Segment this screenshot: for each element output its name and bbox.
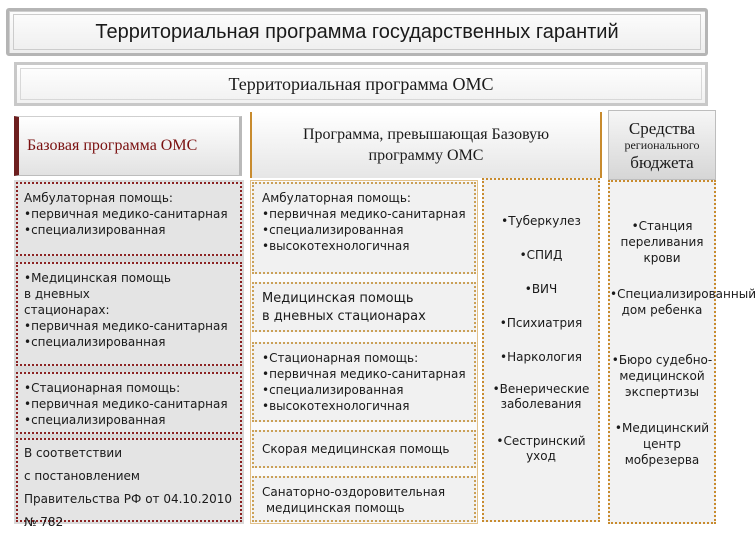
sanatorium-line1: Санаторно-оздоровительная	[262, 485, 446, 499]
budget-label-line1: Средства	[628, 118, 696, 138]
base-program-header	[14, 116, 242, 176]
list-item: • специализированная	[24, 334, 234, 350]
sanatorium-line2: медицинская помощь	[266, 501, 405, 515]
list-item: • специализированная	[24, 412, 234, 428]
disease-item: • СПИД	[482, 248, 600, 263]
list-item: • специализированная	[24, 222, 234, 238]
budget-item: • Бюро судебно-медицинской экспертизы	[610, 352, 714, 400]
main-title: Территориальная программа государственных гарантий	[95, 20, 619, 43]
decree-line: с постановлением	[24, 469, 140, 483]
list-item: • специализированная	[262, 382, 466, 398]
base-inpatient-title: • Стационарная помощь:	[24, 380, 234, 396]
budget-item: • Специализированный дом ребенка	[610, 286, 714, 318]
above-daycare-line1: Медицинская помощь	[262, 291, 414, 306]
base-ambulatory-title: Амбулаторная помощь:	[24, 191, 173, 205]
oms-title: Территориальная программа ОМС	[228, 73, 494, 94]
list-item: • первичная медико-санитарная	[24, 206, 234, 222]
disease-item: • Сестринский уход	[482, 434, 600, 464]
decree-line: В соответствии	[24, 446, 123, 460]
base-daycare-title-line3: стационарах:	[24, 303, 110, 317]
budget-item: • Медицинский центр мобрезерва	[610, 420, 714, 468]
above-ambulatory-title: Амбулаторная помощь:	[262, 191, 411, 205]
above-base-program-label: Программа, превышающая Базовую программу ОМС	[302, 126, 550, 164]
disease-item: • ВИЧ	[482, 282, 600, 297]
above-inpatient-box	[252, 342, 476, 422]
budget-item: • Станция переливания крови	[610, 218, 714, 266]
budget-label-line3: бюджета	[630, 152, 694, 172]
diseases-list	[482, 178, 600, 522]
base-daycare-title-line2: в дневных	[24, 287, 90, 301]
base-daycare-box	[16, 262, 242, 366]
list-item: • первичная медико-санитарная	[24, 396, 234, 412]
list-item: • высокотехнологичная	[262, 398, 466, 414]
main-title-bar	[6, 8, 708, 56]
base-inpatient-box	[16, 372, 242, 434]
disease-item: • Психиатрия	[482, 316, 600, 331]
base-ambulatory-box	[16, 182, 242, 256]
list-item: • первичная медико-санитарная	[262, 366, 466, 382]
ambulance-label: Скорая медицинская помощь	[262, 442, 450, 456]
budget-list	[608, 180, 756, 524]
above-ambulatory-box	[252, 182, 476, 274]
list-item: • высокотехнологичная	[262, 238, 466, 254]
list-item: • первичная медико-санитарная	[24, 318, 234, 334]
base-program-label: Базовая программа ОМС	[27, 137, 198, 154]
oms-title-bar	[14, 62, 708, 106]
disease-item: • Наркология	[482, 350, 600, 365]
list-item: • первичная медико-санитарная	[262, 206, 466, 222]
base-daycare-title-line1: • Медицинская помощь	[24, 270, 234, 286]
disease-item: • Туберкулез	[482, 214, 600, 229]
above-ambulance-box	[252, 430, 476, 468]
disease-item: • Венерические заболевания	[482, 382, 600, 412]
regional-budget-header	[608, 110, 716, 180]
above-sanatorium-box	[252, 476, 476, 522]
base-decree-box	[16, 438, 242, 529]
list-item: • специализированная	[262, 222, 466, 238]
above-inpatient-title: • Стационарная помощь:	[262, 350, 466, 366]
decree-line: № 782	[24, 515, 64, 529]
above-daycare-box	[252, 282, 476, 332]
budget-label-line2: регионального	[624, 137, 700, 152]
above-daycare-line2: в дневных стационарах	[262, 309, 426, 324]
decree-line: Правительства РФ от 04.10.2010	[24, 492, 233, 506]
above-base-program-header	[250, 112, 602, 178]
